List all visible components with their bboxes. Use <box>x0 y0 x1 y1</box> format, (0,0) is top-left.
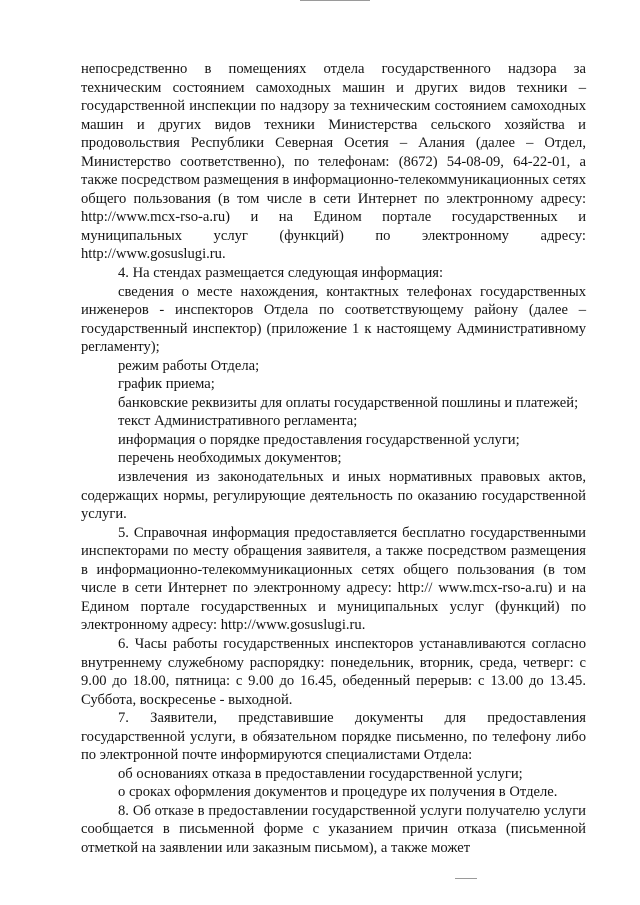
paragraph-p11: 5. Справочная информация предоставляется бесплатно государственными инспекторами по месту обращения заявителя, а также посредством размещения в информационно-телекоммуникационных сетях общего пользования (в том числе в сети Интернет по электронному адресу: http:// www.mcx-rso-a.ru) и на Едином портале государственных и муниципальных услуг (функций) по электронному адресу: http://www.gosuslugi.ru. <box>81 524 586 634</box>
paragraph-p15: о сроках оформления документов и процедуре их получения в Отделе. <box>118 784 558 801</box>
paragraph-p3: сведения о месте нахождения, контактных телефонах государственных инженеров - инспекторов Отдела по соответствующему району (далее – государственный инспектор) (приложение 1 к настоящему Административному регламенту); <box>81 283 586 356</box>
paragraph-p12: 6. Часы работы государственных инспекторов устанавливаются согласно внутреннему служебному распорядку: понедельник, вторник, среда, четверг: с 9.00 до 18.00, пятница: с 9.00 до 16.45, обеденный перерыв: с 13.00 до 13.45. Суббота, воскресенье - выходной. <box>81 635 586 708</box>
document-body <box>81 60 586 858</box>
paragraph-p5: график приема; <box>118 376 215 393</box>
scan-mark-bottom <box>455 878 477 879</box>
paragraph-p6: банковские реквизиты для оплаты государственной пошлины и платежей; <box>118 394 579 411</box>
paragraph-p4: режим работы Отдела; <box>118 357 260 374</box>
paragraph-p2: 4. На стендах размещается следующая информация: <box>118 265 444 282</box>
scan-mark-top <box>300 0 370 1</box>
paragraph-p9: перечень необходимых документов; <box>118 450 342 467</box>
paragraph-p13: 7. Заявители, представившие документы для предоставления государственной услуги, в обязательном порядке письменно, по телефону либо по электронной почте информируются специалистами Отдела: <box>81 710 586 764</box>
paragraph-p7: текст Административного регламента; <box>118 413 358 430</box>
paragraph-p14: об основаниях отказа в предоставлении государственной услуги; <box>118 765 523 782</box>
paragraph-p8: информация о порядке предоставления государственной услуги; <box>118 431 520 448</box>
paragraph-p1: непосредственно в помещениях отдела государственного надзора за техническим состоянием самоходных машин и других видов техники – государственной инспекции по надзору за техническим состоянием самоходных машин и других видов техники Министерства сельского хозяйства и продовольствия Республики Северная Осетия – Алания (далее – Отдел, Министерство соответственно), по телефонам: (8672) 54-08-09, 64-22-01, а также посредством размещения в информационно-телекоммуникационных сетях общего пользования (в том числе в сети Интернет по электронному адресу: http://www.mcx-rso-a.ru) и на Едином портале государственных и муниципальных услуг (функций) по электронному адресу: http://www.gosuslugi.ru. <box>81 61 587 263</box>
paragraph-p16: 8. Об отказе в предоставлении государственной услуги получателю услуги сообщается в письменной форме с указанием причин отказа (письменной отметкой на заявлении или заказным письмом), а также может <box>81 802 586 856</box>
paragraph-p10: извлечения из законодательных и иных нормативных правовых актов, содержащих нормы, регулирующие деятельность по оказанию государственной услуги. <box>81 469 586 523</box>
